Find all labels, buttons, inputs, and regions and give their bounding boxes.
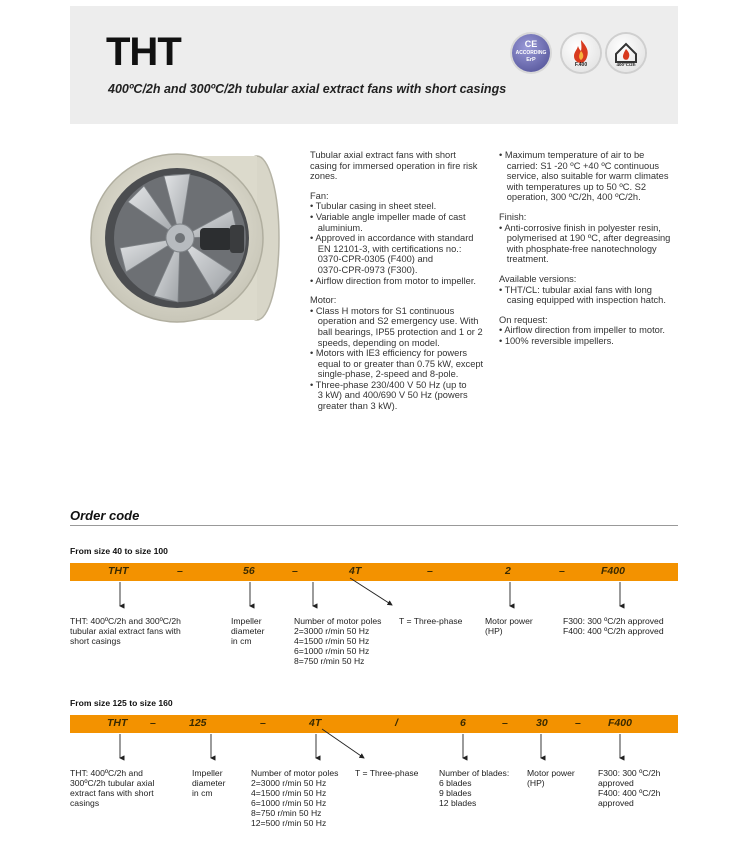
note-approval: F300: 300 ºC/2h approved F400: 400 ºC/2h approved bbox=[598, 768, 661, 808]
code-segment: 125 bbox=[189, 717, 207, 729]
note-poles: Number of motor poles 2=3000 r/min 50 Hz 4=1500 r/min 50 Hz 6=1000 r/min 50 Hz 8=750 r/min 50 Hz bbox=[294, 616, 382, 666]
code-segment: THT bbox=[108, 565, 129, 577]
code-separator: – bbox=[150, 717, 156, 729]
range-label-2: From size 125 to size 160 bbox=[70, 698, 173, 708]
description-column-1: Tubular axial extract fans with short casing for immersed operation in fire risk zones. Fan: • Tubular casing in sheet steel. • Variable angle impeller made of cast aluminium. • Approved in accordance with standard EN 12101-3, with certifications no.: 0370-CPR-0305 (F400) and 0370-CPR-0973 (F300). • Airflow direction from motor to impeller. Motor: • Class H motors for S1 continuous operation and S2 emergency use. With ball bearings, IP55 protection and 1 or 2 speeds, depending on model. • Motors with IE3 efficiency for powers equal to or greater than 0.75 kW, except single-phase, 2-speed and 8-pole. • Three-phase 230/400 V 50 Hz (up to 3 kW) and 400/690 V 50 Hz (powers greater than 3 kW). bbox=[310, 150, 495, 412]
code-segment: 30 bbox=[536, 717, 548, 729]
finish-heading: Finish: bbox=[499, 211, 527, 222]
arrow bbox=[350, 578, 392, 605]
note-impeller: Impeller diameter in cm bbox=[231, 616, 265, 646]
code-segment: F400 bbox=[608, 717, 632, 729]
note-blades: Number of blades: 6 blades 9 blades 12 blades bbox=[439, 768, 510, 808]
note-impeller: Impeller diameter in cm bbox=[192, 768, 226, 798]
note-poles: Number of motor poles 2=3000 r/min 50 Hz 4=1500 r/min 50 Hz 6=1000 r/min 50 Hz 8=750 r/min 50 Hz 12=500 r/min 50 Hz bbox=[251, 768, 339, 828]
product-subtitle: 400ºC/2h and 300ºC/2h tubular axial extract fans with short casings bbox=[108, 82, 507, 96]
description-column-2: • Maximum temperature of air to be carried: S1 -20 ºC +40 ºC continuous service, also suitable for warm climates with temperatures up to 50 ºC. S2 operation, 300 ºC/2h, 400 ºC/2h. Finish: • Anti-corrosive finish in polyester resin, polymerised at 190 ºC, after degreasing with phosphate-free nanotechnology treatment. Available versions: • THT/CL: tubular axial fans with long casing equipped with inspection hatch. On request: • Airflow direction from impeller to motor. • 100% reversible impellers. bbox=[499, 150, 684, 347]
code-separator: / bbox=[395, 717, 398, 729]
range-label-1: From size 40 to size 100 bbox=[70, 546, 168, 556]
code-segment: 6 bbox=[460, 717, 466, 729]
request-heading: On request: bbox=[499, 314, 548, 325]
code-segment: 4T bbox=[309, 717, 322, 729]
code-separator: – bbox=[177, 565, 183, 577]
code-segment: F400 bbox=[601, 565, 625, 577]
house-fire-icon: 400ºC/2h bbox=[607, 34, 645, 72]
code-separator: – bbox=[427, 565, 433, 577]
code-segment: 56 bbox=[243, 565, 255, 577]
fan-heading: Fan: bbox=[310, 190, 329, 201]
ce-erp-icon: CE ACCORDING ErP bbox=[512, 34, 550, 72]
order-code-title: Order code bbox=[70, 508, 140, 523]
arrow bbox=[322, 729, 364, 758]
note-series: THT: 400ºC/2h and 300ºC/2h tubular axial extract fans with short casings bbox=[70, 768, 155, 808]
note-approval: F300: 300 ºC/2h approved F400: 400 ºC/2h approved bbox=[563, 616, 664, 636]
note-phase: T = Three-phase bbox=[399, 616, 463, 626]
note-power: Motor power (HP) bbox=[485, 616, 533, 636]
code-separator: – bbox=[502, 717, 508, 729]
fire-f400-icon: F.400 bbox=[562, 34, 600, 72]
code-segment: THT bbox=[107, 717, 128, 729]
code-separator: – bbox=[260, 717, 266, 729]
code-separator: – bbox=[575, 717, 581, 729]
code-segment: 4T bbox=[349, 565, 362, 577]
motor-heading: Motor: bbox=[310, 295, 337, 306]
note-power: Motor power (HP) bbox=[527, 768, 575, 788]
code-separator: – bbox=[292, 565, 298, 577]
note-series: THT: 400ºC/2h and 300ºC/2h tubular axial extract fans with short casings bbox=[70, 616, 181, 646]
note-phase: T = Three-phase bbox=[355, 768, 419, 778]
versions-heading: Available versions: bbox=[499, 273, 577, 284]
product-title: THT bbox=[106, 30, 181, 74]
code-segment: 2 bbox=[505, 565, 511, 577]
code-separator: – bbox=[559, 565, 565, 577]
